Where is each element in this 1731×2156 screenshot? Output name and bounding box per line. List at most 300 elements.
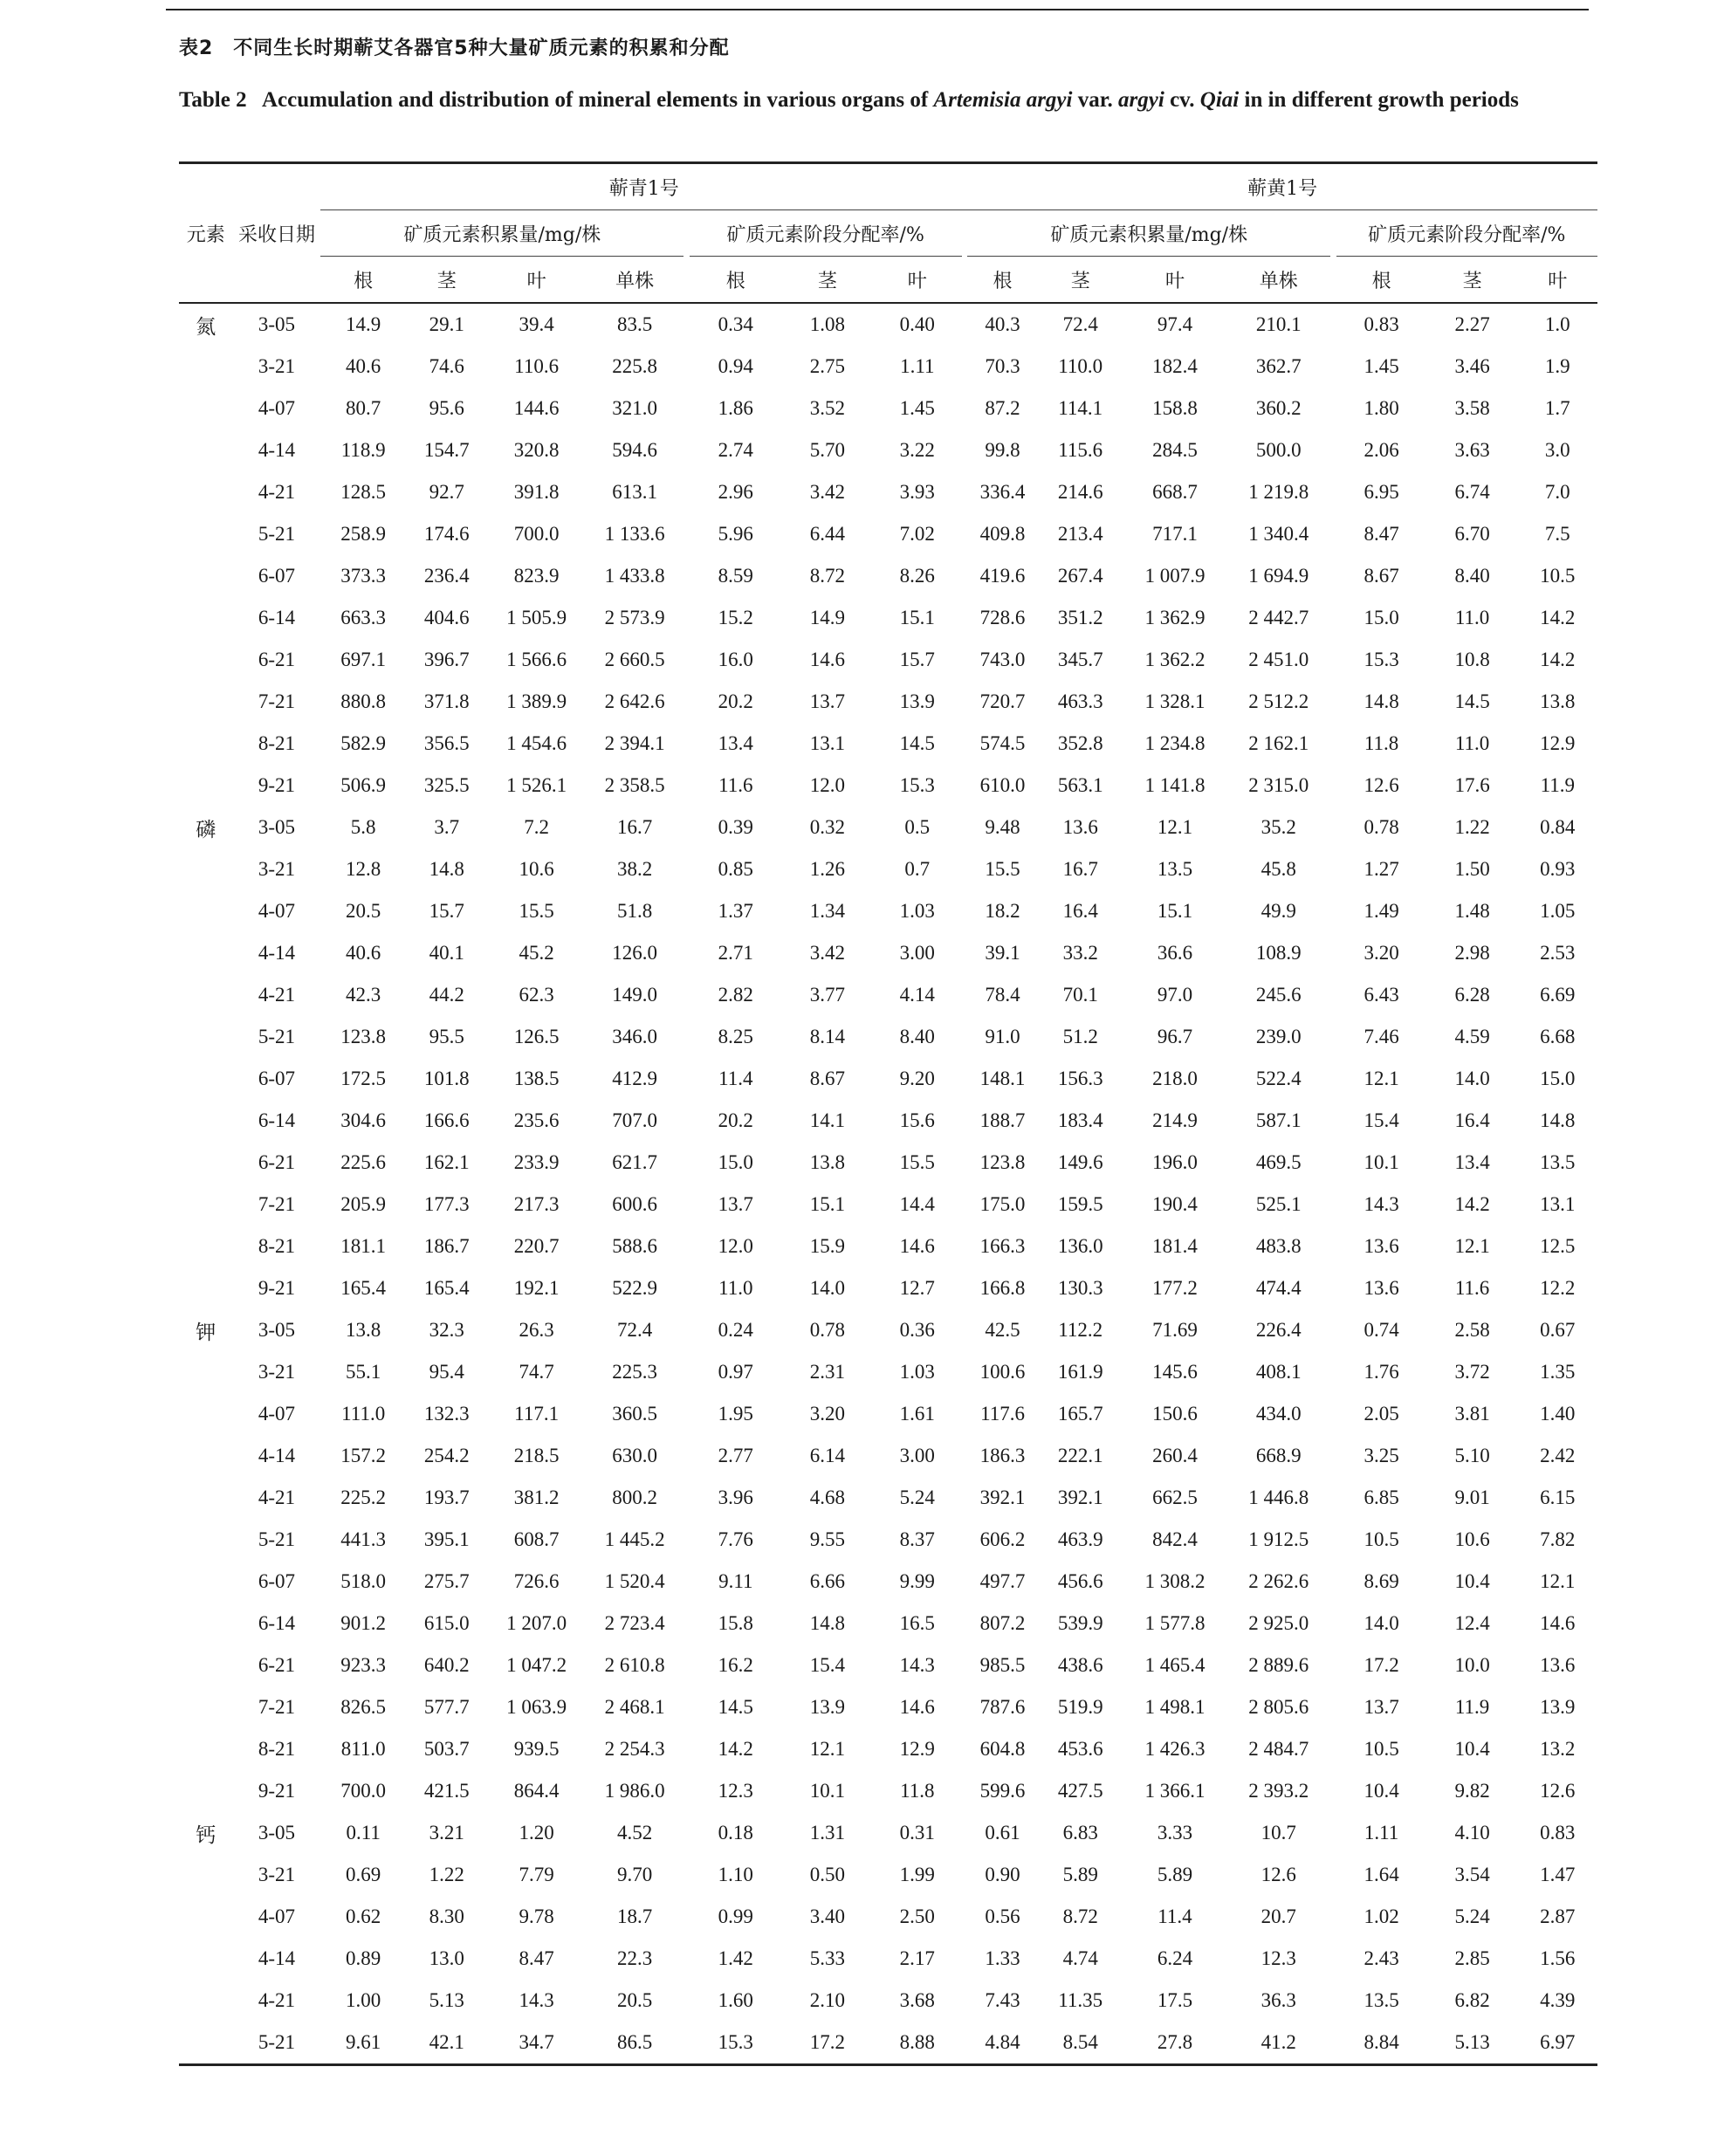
date-cell: 4-21: [258, 1487, 296, 1508]
date-cell: 3-21: [258, 1361, 296, 1383]
value-cell: 5.8: [350, 816, 376, 838]
value-cell: 10.7: [1260, 1822, 1296, 1844]
value-cell: 13.6: [1540, 1654, 1576, 1676]
value-cell: 3.46: [1454, 355, 1490, 377]
value-cell: 14.6: [899, 1696, 935, 1718]
value-cell: 2.31: [809, 1361, 845, 1383]
value-cell: 225.3: [612, 1361, 657, 1383]
value-cell: 6.69: [1540, 984, 1576, 1006]
value-cell: 427.5: [1057, 1780, 1103, 1802]
value-cell: 5.10: [1454, 1445, 1490, 1466]
value-cell: 0.24: [718, 1319, 753, 1341]
value-cell: 2.71: [718, 942, 753, 964]
value-cell: 123.8: [979, 1151, 1026, 1173]
table-caption-chinese: 表2 不同生长时期蕲艾各器官5种大量矿质元素的积累和分配: [179, 38, 730, 59]
value-cell: 15.4: [1364, 1109, 1399, 1131]
table-row: [179, 1896, 1597, 1938]
value-cell: 44.2: [429, 984, 464, 1006]
value-cell: 16.5: [899, 1612, 935, 1634]
value-cell: 3.22: [899, 439, 935, 461]
value-cell: 7.2: [524, 816, 549, 838]
value-cell: 1 526.1: [506, 774, 567, 796]
value-cell: 254.2: [423, 1445, 470, 1466]
table-row: [179, 807, 1597, 848]
value-cell: 2 393.2: [1248, 1780, 1309, 1802]
date-cell: 7-21: [258, 1696, 296, 1718]
value-cell: 3.20: [809, 1403, 845, 1425]
value-cell: 14.6: [809, 649, 845, 670]
value-cell: 1.00: [346, 1989, 381, 2011]
value-cell: 15.1: [809, 1193, 845, 1215]
value-cell: 225.2: [340, 1487, 387, 1508]
value-cell: 14.3: [1364, 1193, 1399, 1215]
organ-header: 根: [1336, 257, 1427, 304]
value-cell: 1 047.2: [506, 1654, 567, 1676]
table-row: [179, 1644, 1597, 1686]
element-cell: [179, 555, 233, 597]
element-cell: [179, 1770, 233, 1812]
value-cell: 40.1: [429, 942, 464, 964]
value-cell: 1.47: [1540, 1864, 1576, 1885]
value-cell: 10.4: [1454, 1738, 1490, 1760]
value-cell: 154.7: [423, 439, 470, 461]
value-cell: 13.8: [809, 1151, 845, 1173]
value-cell: 130.3: [1057, 1277, 1103, 1299]
value-cell: 11.0: [718, 1277, 753, 1299]
value-cell: 190.4: [1152, 1193, 1198, 1215]
value-cell: 12.7: [899, 1277, 935, 1299]
element-cell: [179, 890, 233, 932]
value-cell: 608.7: [513, 1528, 560, 1550]
value-cell: 10.1: [1364, 1151, 1399, 1173]
value-cell: 260.4: [1152, 1445, 1198, 1466]
value-cell: 12.1: [1364, 1068, 1399, 1089]
value-cell: 2 512.2: [1248, 690, 1309, 712]
value-cell: 42.5: [985, 1319, 1020, 1341]
organ-header: 叶: [1123, 257, 1227, 304]
value-cell: 474.4: [1255, 1277, 1302, 1299]
date-cell: 5-21: [258, 1026, 296, 1047]
value-cell: 1.61: [899, 1403, 935, 1425]
value-cell: 177.3: [423, 1193, 470, 1215]
value-cell: 15.1: [1157, 900, 1193, 922]
value-cell: 7.79: [519, 1864, 554, 1885]
value-cell: 74.6: [429, 355, 464, 377]
value-cell: 14.5: [1454, 690, 1490, 712]
value-cell: 115.6: [1058, 439, 1103, 461]
value-cell: 2.96: [718, 481, 753, 503]
value-cell: 6.74: [1454, 481, 1490, 503]
element-cell: [179, 513, 233, 555]
value-cell: 1 465.4: [1144, 1654, 1206, 1676]
date-cell: 4-07: [258, 1905, 296, 1927]
value-cell: 901.2: [340, 1612, 387, 1634]
value-cell: 12.9: [1540, 732, 1576, 754]
value-cell: 1 328.1: [1144, 690, 1206, 712]
value-cell: 13.7: [718, 1193, 753, 1215]
subheader-accumulation-2: 矿质元素积累量/mg/株: [967, 210, 1330, 257]
value-cell: 12.3: [718, 1780, 753, 1802]
value-cell: 3.68: [899, 1989, 935, 2011]
value-cell: 4.39: [1540, 1989, 1576, 2011]
table-row: [179, 555, 1597, 597]
value-cell: 325.5: [423, 774, 470, 796]
value-cell: 14.8: [809, 1612, 845, 1634]
value-cell: 8.40: [1454, 565, 1490, 587]
organ-header: 茎: [782, 257, 873, 304]
element-cell: [179, 1351, 233, 1393]
value-cell: 10.6: [1454, 1528, 1490, 1550]
value-cell: 4.14: [899, 984, 935, 1006]
value-cell: 128.5: [340, 481, 387, 503]
value-cell: 1 362.2: [1144, 649, 1206, 670]
value-cell: 3.96: [718, 1487, 753, 1508]
value-cell: 371.8: [423, 690, 470, 712]
value-cell: 15.1: [899, 607, 935, 628]
value-cell: 8.47: [519, 1947, 554, 1969]
table-row: [179, 429, 1597, 471]
value-cell: 14.6: [899, 1235, 935, 1257]
value-cell: 0.7: [904, 858, 931, 880]
date-cell: 5-21: [258, 2031, 296, 2053]
value-cell: 469.5: [1255, 1151, 1302, 1173]
date-cell: 5-21: [258, 523, 296, 545]
value-cell: 630.0: [612, 1445, 657, 1466]
value-cell: 0.78: [809, 1319, 845, 1341]
value-cell: 12.9: [899, 1738, 935, 1760]
value-cell: 8.69: [1364, 1570, 1399, 1592]
value-cell: 2 358.5: [604, 774, 665, 796]
organ-header: 茎: [1038, 257, 1123, 304]
value-cell: 396.7: [423, 649, 470, 670]
value-cell: 15.3: [718, 2031, 753, 2053]
value-cell: 4.10: [1454, 1822, 1490, 1844]
value-cell: 8.72: [1062, 1905, 1098, 1927]
value-cell: 1 566.6: [506, 649, 567, 670]
value-cell: 1 498.1: [1144, 1696, 1206, 1718]
value-cell: 11.4: [1157, 1905, 1192, 1927]
value-cell: 174.6: [423, 523, 470, 545]
value-cell: 20.5: [616, 1989, 653, 2011]
date-cell: 7-21: [258, 1193, 296, 1215]
value-cell: 14.0: [1454, 1068, 1490, 1089]
element-cell: [179, 471, 233, 513]
value-cell: 166.3: [979, 1235, 1026, 1257]
value-cell: 1.11: [900, 355, 935, 377]
value-cell: 6.44: [809, 523, 845, 545]
value-cell: 700.0: [340, 1780, 387, 1802]
value-cell: 11.0: [1454, 607, 1490, 628]
value-cell: 1.26: [809, 858, 845, 880]
value-cell: 506.9: [340, 774, 387, 796]
value-cell: 6.43: [1364, 984, 1399, 1006]
value-cell: 518.0: [340, 1570, 387, 1592]
value-cell: 45.2: [519, 942, 554, 964]
value-cell: 13.1: [1540, 1193, 1576, 1215]
value-cell: 599.6: [979, 1780, 1026, 1802]
value-cell: 13.4: [1454, 1151, 1490, 1173]
value-cell: 11.0: [1454, 732, 1490, 754]
value-cell: 13.9: [809, 1696, 845, 1718]
element-cell: [179, 1980, 233, 2022]
value-cell: 16.4: [1062, 900, 1098, 922]
table-row: [179, 303, 1597, 346]
table-row: [179, 1309, 1597, 1351]
value-cell: 707.0: [612, 1109, 657, 1131]
value-cell: 663.3: [340, 607, 387, 628]
value-cell: 112.2: [1058, 1319, 1103, 1341]
value-cell: 62.3: [519, 984, 554, 1006]
table-body: [179, 303, 1597, 2065]
value-cell: 2 723.4: [604, 1612, 665, 1634]
value-cell: 13.0: [429, 1947, 464, 1969]
value-cell: 233.9: [513, 1151, 560, 1173]
element-cell: [179, 1728, 233, 1770]
date-cell: 6-14: [258, 1612, 296, 1634]
value-cell: 70.1: [1062, 984, 1098, 1006]
value-cell: 6.70: [1454, 523, 1490, 545]
value-cell: 108.9: [1255, 942, 1302, 964]
value-cell: 14.4: [899, 1193, 935, 1215]
value-cell: 0.83: [1364, 313, 1399, 335]
value-cell: 92.7: [429, 481, 464, 503]
value-cell: 14.0: [1364, 1612, 1399, 1634]
element-cell: [179, 1519, 233, 1561]
value-cell: 2.87: [1540, 1905, 1576, 1927]
value-cell: 15.3: [1364, 649, 1399, 670]
value-cell: 10.5: [1364, 1738, 1399, 1760]
element-cell: [179, 1226, 233, 1267]
value-cell: 1.02: [1364, 1905, 1399, 1927]
element-cell: [179, 1938, 233, 1980]
value-cell: 3.63: [1454, 439, 1490, 461]
value-cell: 9.20: [899, 1068, 935, 1089]
value-cell: 2 660.5: [604, 649, 665, 670]
value-cell: 181.1: [340, 1235, 387, 1257]
value-cell: 2 889.6: [1248, 1654, 1309, 1676]
value-cell: 412.9: [612, 1068, 657, 1089]
value-cell: 15.5: [985, 858, 1020, 880]
value-cell: 1.49: [1364, 900, 1399, 922]
value-cell: 8.30: [429, 1905, 464, 1927]
date-cell: 3-05: [258, 1319, 296, 1341]
value-cell: 5.70: [809, 439, 845, 461]
date-cell: 5-21: [258, 1528, 296, 1550]
value-cell: 118.9: [340, 439, 386, 461]
value-cell: 2 468.1: [604, 1696, 665, 1718]
table-row: [179, 2022, 1597, 2065]
table-caption-english: [179, 79, 1597, 122]
value-cell: 519.9: [1057, 1696, 1103, 1718]
value-cell: 149.6: [1057, 1151, 1103, 1173]
caption-var: var.: [1077, 88, 1113, 112]
value-cell: 40.6: [346, 942, 381, 964]
value-cell: 1.45: [899, 397, 935, 419]
value-cell: 6.24: [1157, 1947, 1193, 1969]
value-cell: 136.0: [1057, 1235, 1103, 1257]
element-cell: [179, 1100, 233, 1142]
value-cell: 8.26: [899, 565, 935, 587]
value-cell: 1 912.5: [1248, 1528, 1309, 1550]
value-cell: 10.1: [809, 1780, 845, 1802]
value-cell: 720.7: [979, 690, 1026, 712]
value-cell: 158.8: [1152, 397, 1198, 419]
element-cell: [179, 681, 233, 723]
date-cell: 4-14: [258, 1947, 296, 1969]
value-cell: 72.4: [616, 1319, 653, 1341]
date-cell: 3-05: [258, 1822, 296, 1844]
column-header-element: 元素: [186, 223, 225, 246]
value-cell: 12.6: [1260, 1864, 1296, 1885]
value-cell: 8.84: [1364, 2031, 1399, 2053]
value-cell: 419.6: [979, 565, 1026, 587]
table-row: [179, 1351, 1597, 1393]
value-cell: 38.2: [616, 858, 653, 880]
table-row: [179, 1435, 1597, 1477]
value-cell: 1.0: [1544, 313, 1570, 335]
value-cell: 336.4: [979, 481, 1026, 503]
organ-header: 单株: [586, 257, 683, 304]
value-cell: 939.5: [513, 1738, 560, 1760]
value-cell: 600.6: [612, 1193, 657, 1215]
value-cell: 2 610.8: [604, 1654, 665, 1676]
table-row: [179, 765, 1597, 807]
value-cell: 2.77: [718, 1445, 753, 1466]
table-row: [179, 1854, 1597, 1896]
table-row: [179, 1393, 1597, 1435]
value-cell: 6.95: [1364, 481, 1399, 503]
value-cell: 87.2: [985, 397, 1020, 419]
value-cell: 14.9: [346, 313, 381, 335]
value-cell: 10.4: [1364, 1780, 1399, 1802]
value-cell: 826.5: [340, 1696, 387, 1718]
value-cell: 503.7: [423, 1738, 470, 1760]
value-cell: 577.7: [423, 1696, 470, 1718]
value-cell: 3.25: [1364, 1445, 1399, 1466]
element-cell: [179, 346, 233, 388]
value-cell: 14.6: [1540, 1612, 1576, 1634]
value-cell: 522.9: [612, 1277, 657, 1299]
value-cell: 41.2: [1260, 2031, 1296, 2053]
value-cell: 2.82: [718, 984, 753, 1006]
value-cell: 165.4: [340, 1277, 387, 1299]
value-cell: 2 925.0: [1248, 1612, 1309, 1634]
value-cell: 144.6: [513, 397, 560, 419]
value-cell: 587.1: [1255, 1109, 1302, 1131]
value-cell: 2 573.9: [604, 607, 665, 628]
value-cell: 20.2: [718, 1109, 753, 1131]
value-cell: 15.2: [718, 607, 753, 628]
value-cell: 138.5: [513, 1068, 560, 1089]
value-cell: 214.9: [1152, 1109, 1198, 1131]
organ-header: 茎: [406, 257, 487, 304]
element-cell: [179, 1644, 233, 1686]
date-cell: 4-07: [258, 900, 296, 922]
value-cell: 1 234.8: [1144, 732, 1206, 754]
value-cell: 463.9: [1057, 1528, 1103, 1550]
date-cell: 4-07: [258, 1403, 296, 1425]
value-cell: 1.86: [718, 397, 753, 419]
value-cell: 165.4: [423, 1277, 470, 1299]
value-cell: 42.1: [429, 2031, 464, 2053]
value-cell: 0.85: [718, 858, 753, 880]
element-cell: 钾: [196, 1321, 216, 1344]
date-cell: 6-21: [258, 649, 296, 670]
value-cell: 0.84: [1540, 816, 1576, 838]
value-cell: 18.7: [616, 1905, 653, 1927]
value-cell: 12.1: [809, 1738, 845, 1760]
value-cell: 117.6: [980, 1403, 1025, 1425]
value-cell: 72.4: [1062, 313, 1098, 335]
value-cell: 3.42: [809, 481, 845, 503]
value-cell: 1 219.8: [1248, 481, 1309, 503]
date-cell: 6-07: [258, 1068, 296, 1089]
value-cell: 522.4: [1255, 1068, 1302, 1089]
caption-varname: argyi: [1118, 88, 1164, 112]
table-row: [179, 346, 1597, 388]
value-cell: 4.52: [616, 1822, 653, 1844]
value-cell: 1.60: [718, 1989, 753, 2011]
value-cell: 11.6: [718, 774, 753, 796]
element-cell: [179, 1477, 233, 1519]
value-cell: 193.7: [423, 1487, 470, 1508]
value-cell: 13.7: [809, 690, 845, 712]
value-cell: 110.6: [514, 355, 560, 377]
value-cell: 226.4: [1255, 1319, 1302, 1341]
value-cell: 13.9: [899, 690, 935, 712]
date-cell: 4-14: [258, 942, 296, 964]
element-cell: 钙: [196, 1823, 216, 1847]
organ-header: 茎: [1427, 257, 1518, 304]
value-cell: 14.5: [718, 1696, 753, 1718]
value-cell: 3.00: [899, 942, 935, 964]
value-cell: 10.0: [1454, 1654, 1490, 1676]
value-cell: 1 366.1: [1144, 1780, 1206, 1802]
value-cell: 95.6: [429, 397, 464, 419]
element-cell: [179, 1435, 233, 1477]
value-cell: 51.2: [1062, 1026, 1098, 1047]
value-cell: 8.25: [718, 1026, 753, 1047]
value-cell: 610.0: [979, 774, 1026, 796]
value-cell: 45.8: [1260, 858, 1296, 880]
value-cell: 14.0: [809, 1277, 845, 1299]
value-cell: 728.6: [979, 607, 1026, 628]
value-cell: 7.0: [1544, 481, 1570, 503]
date-cell: 6-21: [258, 1151, 296, 1173]
value-cell: 17.6: [1454, 774, 1490, 796]
value-cell: 7.82: [1540, 1528, 1576, 1550]
value-cell: 5.33: [809, 1947, 845, 1969]
value-cell: 700.0: [513, 523, 560, 545]
value-cell: 10.6: [519, 858, 554, 880]
mineral-elements-table: [179, 161, 1597, 2066]
column-header-date: 采收日期: [237, 223, 315, 246]
value-cell: 3.40: [809, 1905, 845, 1927]
value-cell: 123.8: [340, 1026, 387, 1047]
value-cell: 12.5: [1540, 1235, 1576, 1257]
value-cell: 132.3: [423, 1403, 470, 1425]
value-cell: 12.1: [1540, 1570, 1576, 1592]
value-cell: 13.7: [1364, 1696, 1399, 1718]
value-cell: 434.0: [1255, 1403, 1302, 1425]
value-cell: 210.1: [1255, 313, 1302, 335]
value-cell: 13.8: [346, 1319, 381, 1341]
value-cell: 166.6: [423, 1109, 470, 1131]
value-cell: 91.0: [985, 1026, 1020, 1047]
value-cell: 582.9: [340, 732, 387, 754]
value-cell: 0.40: [899, 313, 935, 335]
value-cell: 86.5: [616, 2031, 653, 2053]
